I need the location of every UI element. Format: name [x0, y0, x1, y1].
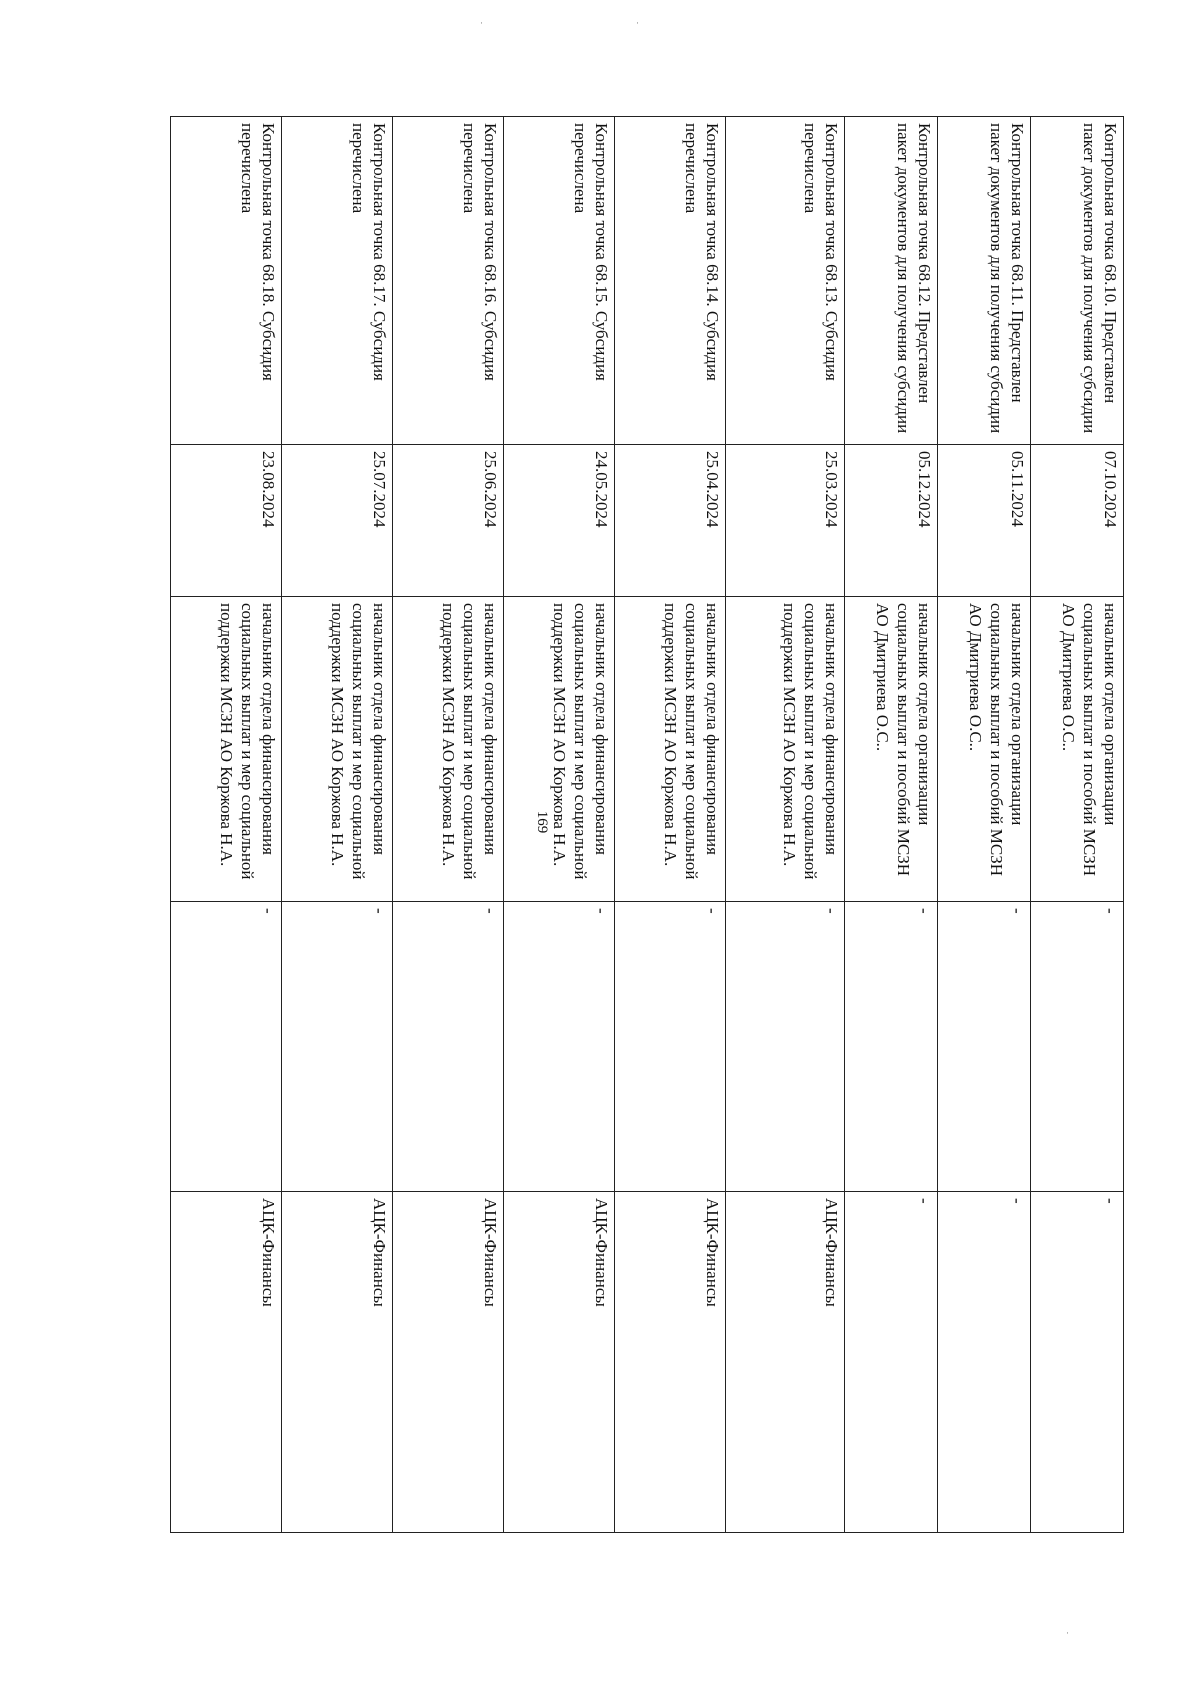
cell-system: -: [938, 1192, 1031, 1533]
cell-date: 25.04.2024: [614, 445, 725, 597]
cell-document: -: [614, 902, 725, 1192]
cell-document: -: [503, 902, 614, 1192]
cell-system: -: [1031, 1192, 1124, 1533]
cell-name: Контрольная точка 68.12. Представлен пакет документов для получения субсидии: [845, 117, 938, 445]
cell-name: Контрольная точка 68.13. Субсидия перечислена: [725, 117, 845, 445]
cell-responsible: начальник отдела финансирования социальных выплат и мер социальной поддержки МСЗН АО Коржова Н.А.: [171, 597, 282, 902]
cell-date: 25.06.2024: [393, 445, 504, 597]
cell-system: АЦК-Финансы: [725, 1192, 845, 1533]
control-points-table: [170, 116, 1124, 1533]
table-row: [503, 117, 614, 1533]
cell-date: 25.07.2024: [282, 445, 393, 597]
scan-speck: ·: [636, 18, 639, 28]
cell-document: -: [1031, 902, 1124, 1192]
cell-name: Контрольная точка 68.15. Субсидия перечислена: [503, 117, 614, 445]
table-row: [614, 117, 725, 1533]
table-row: [938, 117, 1031, 1533]
cell-document: -: [845, 902, 938, 1192]
cell-name: Контрольная точка 68.18. Субсидия перечислена: [171, 117, 282, 445]
cell-name: Контрольная точка 68.17. Субсидия перечислена: [282, 117, 393, 445]
scan-speck: ·: [480, 18, 483, 28]
table-row: [171, 117, 282, 1533]
rotated-table-container: [170, 116, 1124, 1532]
cell-date: 25.03.2024: [725, 445, 845, 597]
cell-name: Контрольная точка 68.10. Представлен пакет документов для получения субсидии: [1031, 117, 1124, 445]
cell-system: АЦК-Финансы: [393, 1192, 504, 1533]
cell-date: 24.05.2024: [503, 445, 614, 597]
cell-document: -: [725, 902, 845, 1192]
cell-date: 05.12.2024: [845, 445, 938, 597]
cell-system: АЦК-Финансы: [503, 1192, 614, 1533]
cell-document: -: [171, 902, 282, 1192]
cell-name: Контрольная точка 68.16. Субсидия перечислена: [393, 117, 504, 445]
cell-responsible: начальник отдела организации социальных выплат и пособий МСЗН АО Дмитриева О.С..: [1031, 597, 1124, 902]
cell-name: Контрольная точка 68.14. Субсидия перечислена: [614, 117, 725, 445]
cell-system: -: [845, 1192, 938, 1533]
page-number: 169: [534, 810, 550, 834]
cell-responsible: начальник отдела финансирования социальных выплат и мер социальной поддержки МСЗН АО Коржова Н.А.: [503, 597, 614, 902]
cell-responsible: начальник отдела финансирования социальных выплат и мер социальной поддержки МСЗН АО Коржова Н.А.: [614, 597, 725, 902]
table-row: [1031, 117, 1124, 1533]
scan-speck: ·: [1066, 1628, 1069, 1638]
cell-name: Контрольная точка 68.11. Представлен пакет документов для получения субсидии: [938, 117, 1031, 445]
cell-date: 05.11.2024: [938, 445, 1031, 597]
cell-responsible: начальник отдела финансирования социальных выплат и мер социальной поддержки МСЗН АО Коржова Н.А.: [282, 597, 393, 902]
table-row: [282, 117, 393, 1533]
cell-responsible: начальник отдела организации социальных выплат и пособий МСЗН АО Дмитриева О.С..: [938, 597, 1031, 902]
cell-document: -: [282, 902, 393, 1192]
cell-responsible: начальник отдела финансирования социальных выплат и мер социальной поддержки МСЗН АО Коржова Н.А.: [725, 597, 845, 902]
cell-document: -: [393, 902, 504, 1192]
table-row: [393, 117, 504, 1533]
cell-document: -: [938, 902, 1031, 1192]
cell-system: АЦК-Финансы: [171, 1192, 282, 1533]
cell-date: 07.10.2024: [1031, 445, 1124, 597]
table-row: [845, 117, 938, 1533]
cell-system: АЦК-Финансы: [282, 1192, 393, 1533]
cell-system: АЦК-Финансы: [614, 1192, 725, 1533]
table-row: [725, 117, 845, 1533]
cell-responsible: начальник отдела финансирования социальных выплат и мер социальной поддержки МСЗН АО Коржова Н.А.: [393, 597, 504, 902]
cell-responsible: начальник отдела организации социальных выплат и пособий МСЗН АО Дмитриева О.С..: [845, 597, 938, 902]
cell-date: 23.08.2024: [171, 445, 282, 597]
